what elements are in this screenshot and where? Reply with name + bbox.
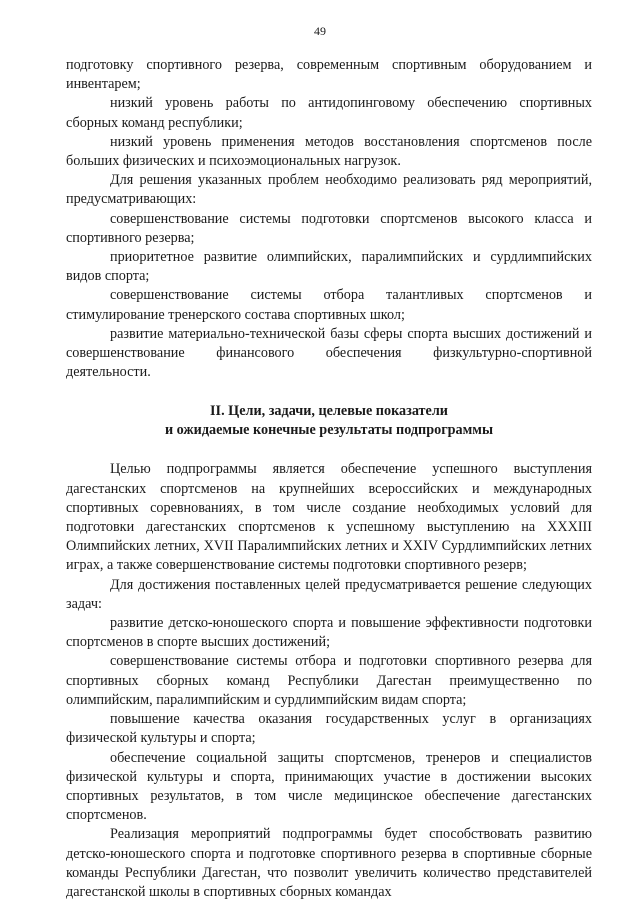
paragraph: приоритетное развитие олимпийских, паралимпийских и сурдлимпийских видов спорта; (66, 249, 592, 285)
paragraph: обеспечение социальной защиты спортсменов, тренеров и специалистов физической культуры и спорта, принимающих участие в достижении высоких спортивных результатов, в том числе медицинское обеспечение дагестанских спортсменов. (66, 749, 592, 824)
paragraph: низкий уровень работы по антидопинговому обеспечению спортивных сборных команд республики; (66, 95, 592, 131)
paragraph: совершенствование системы отбора и подготовки спортивного резерва для спортивных сборных команд Республики Дагестан преимущественно по олимпийским, паралимпийским и сурдлимпийским видам спорта; (66, 653, 592, 708)
paragraph: низкий уровень применения методов восстановления спортсменов после больших физических и психоэмоциональных нагрузок. (66, 133, 592, 170)
page-number: 49 (314, 24, 326, 38)
page-body (66, 56, 592, 902)
section-heading (66, 402, 592, 440)
section-heading-line: II. Цели, задачи, целевые показатели (210, 403, 448, 420)
text-block-goals (66, 460, 592, 902)
paragraph: развитие детско-юношеского спорта и повышение эффективности подготовки спортсменов в спорте высших достижений; (66, 615, 592, 651)
text-block-problems (66, 56, 592, 382)
paragraph: совершенствование системы отбора талантливых спортсменов и стимулирование тренерского состава спортивных школ; (66, 287, 592, 323)
paragraph: Целью подпрограммы является обеспечение успешного выступления дагестанских спортсменов на крупнейших всероссийских и международных спортивных соревнованиях, в том числе создание необходимых условий для подготовки дагестанских спортсменов к успешному выступлению на XXXIII Олимпийских летних, XVII Паралимпийских летних и XXIV Сурдлимпийских летних играх, а также совершенствование системы подготовки спортивного резерв; (66, 461, 592, 574)
paragraph: подготовку спортивного резерва, современным спортивным оборудованием и инвентарем; (66, 57, 592, 93)
paragraph: Для решения указанных проблем необходимо реализовать ряд мероприятий, предусматривающих: (66, 172, 592, 208)
paragraph: совершенствование системы подготовки спортсменов высокого класса и спортивного резерва; (66, 210, 592, 246)
paragraph: Реализация мероприятий подпрограммы будет способствовать развитию детско-юношеского спорта и подготовке спортивного резерва в спортивные сборные команды Республики Дагестан, что позволит увеличить количество представителей дагестанской школы в спортивных сборных командах (66, 826, 592, 900)
section-heading-line: и ожидаемые конечные результаты подпрограммы (164, 422, 494, 439)
paragraph: Для достижения поставленных целей предусматривается решение следующих задач: (66, 576, 592, 612)
paragraph: развитие материально-технической базы сферы спорта высших достижений и совершенствование финансового обеспечения физкультурно-спортивной деятельности. (66, 325, 592, 381)
paragraph: повышение качества оказания государственных услуг в организациях физической культуры и спорта; (66, 711, 592, 747)
